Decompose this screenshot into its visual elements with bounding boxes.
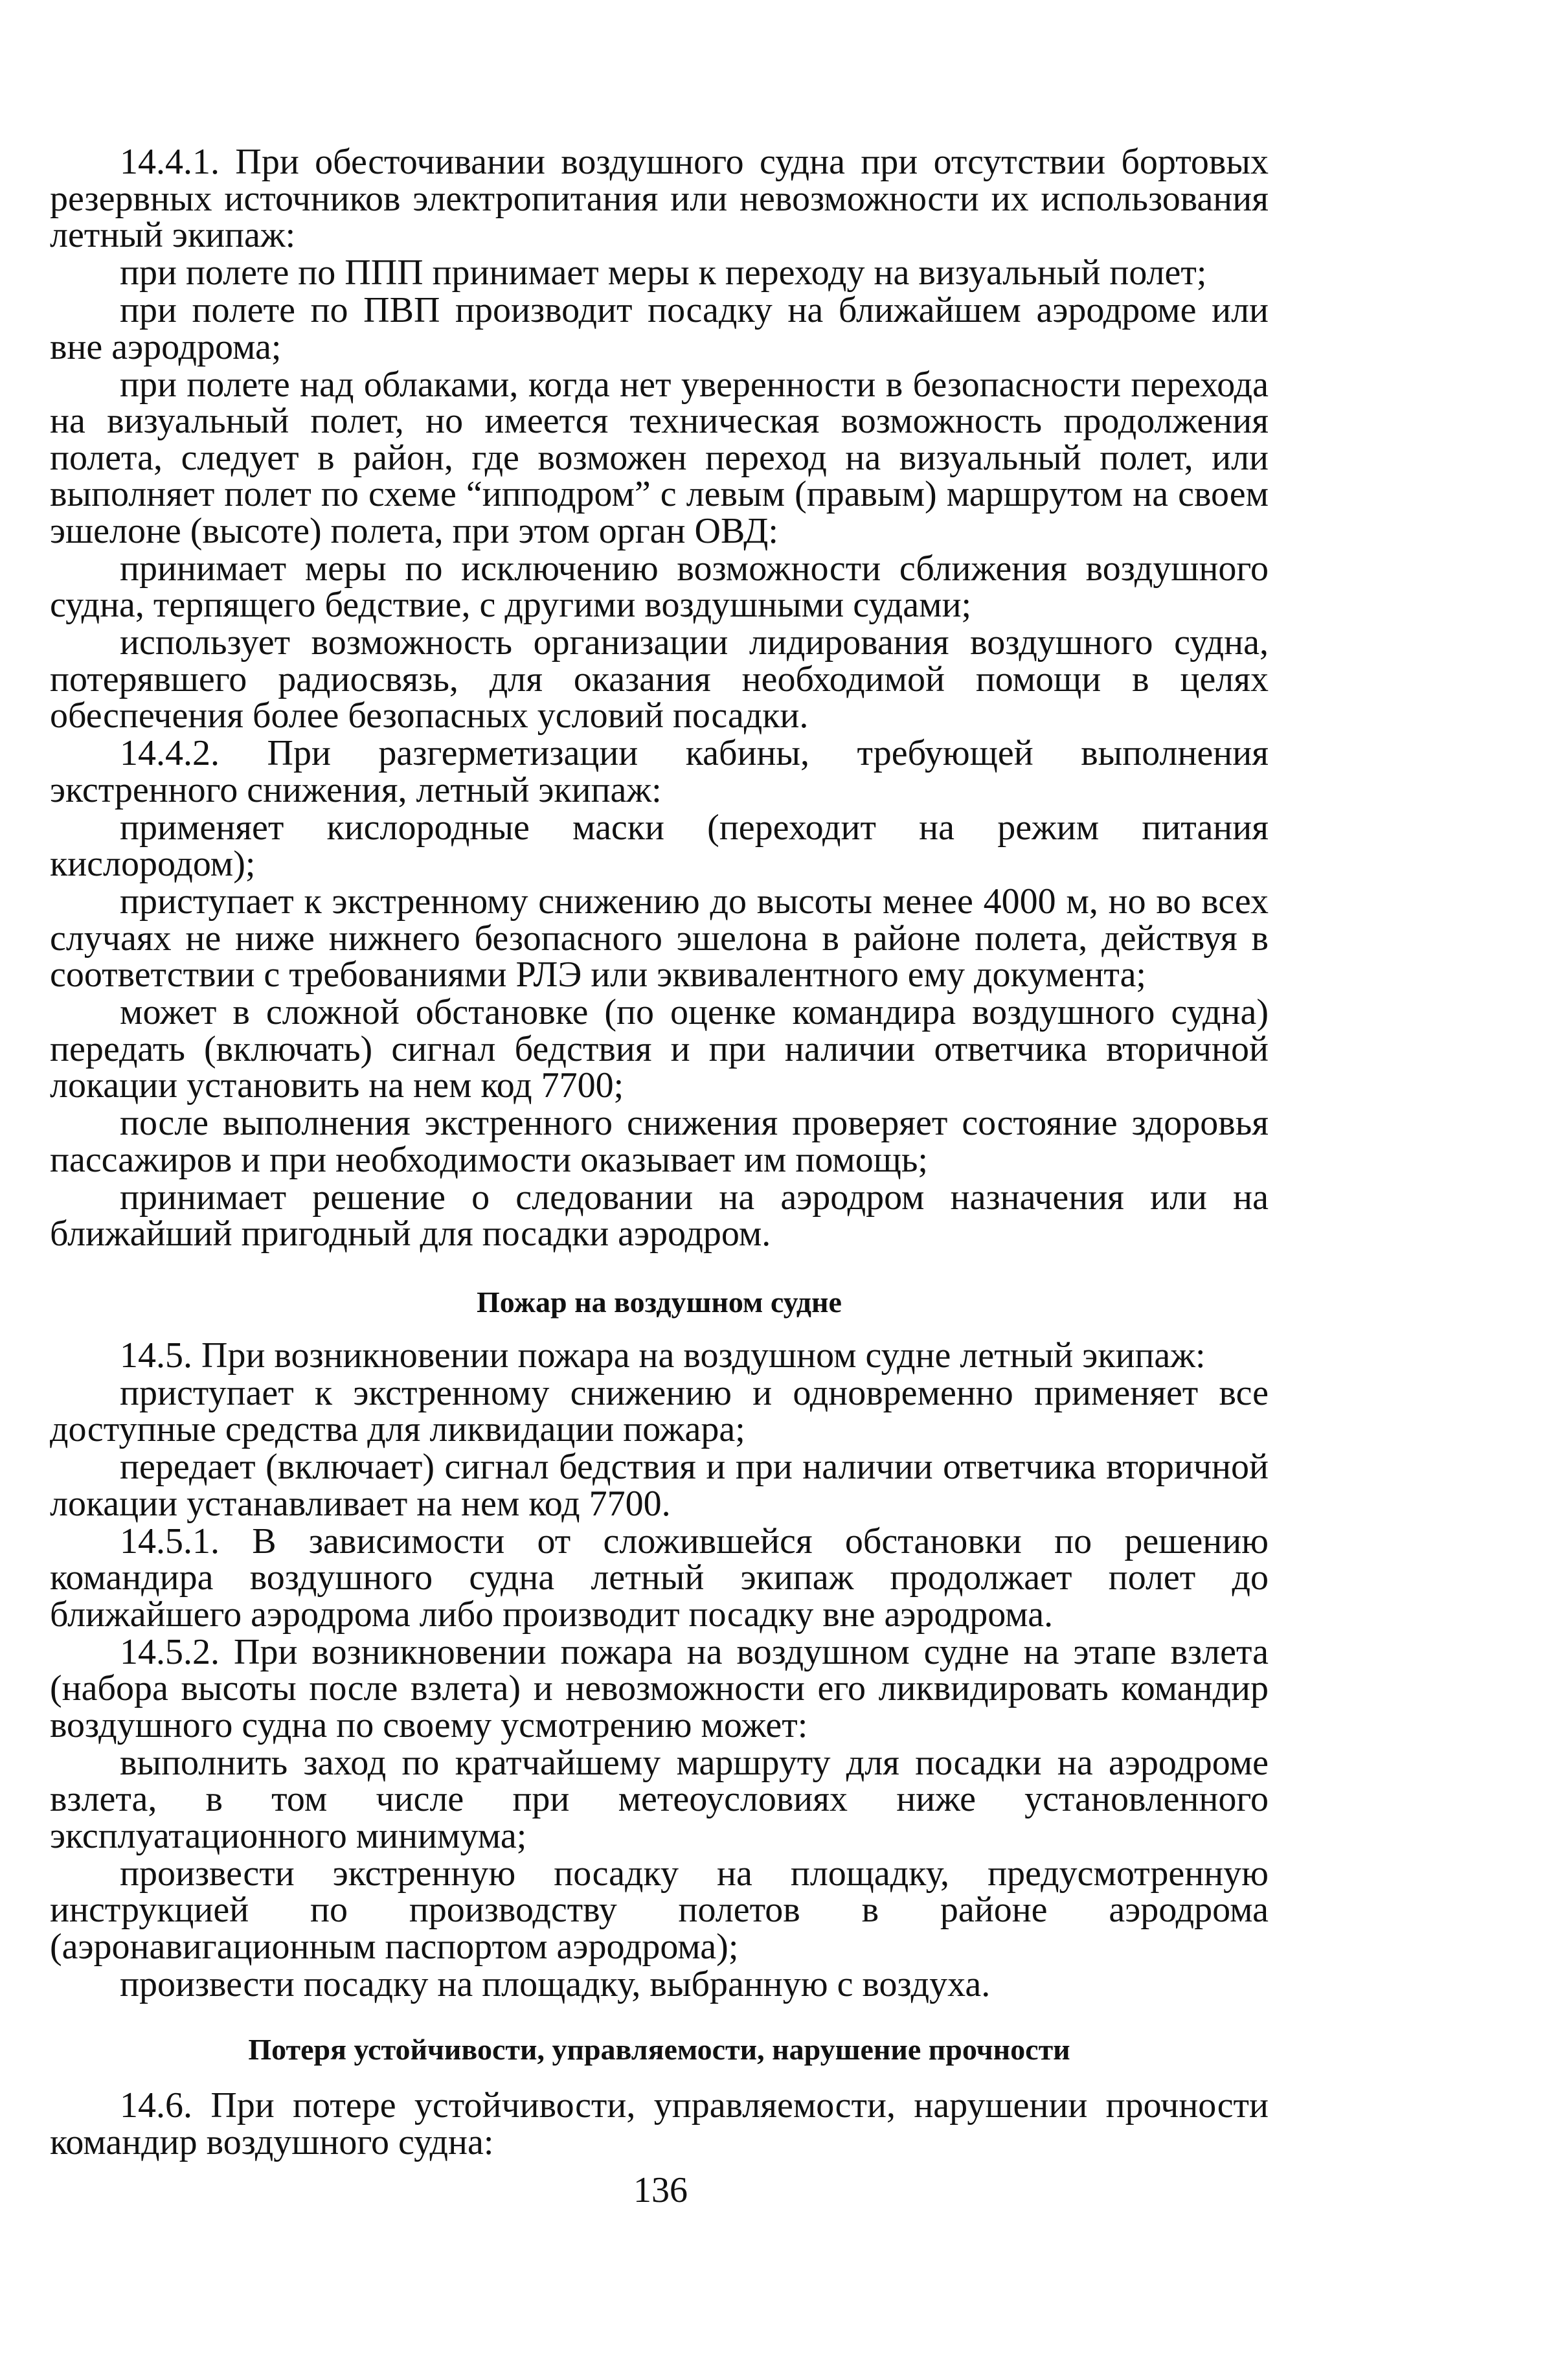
paragraph-oxygen: применяет кислородные маски (переходит на режим питания кислородом); xyxy=(50,807,1269,884)
paragraph-pvp: при полете по ПВП производит посадку на ближайшем аэродроме или вне аэродрома; xyxy=(50,290,1269,367)
paragraph-14-5-2: 14.5.2. При возникновении пожара на воздушном судне на этапе взлета (набора высоты после взлета) и невозможности его ликвидировать командир воздушного судна по своему усмотрению может: xyxy=(50,1631,1269,1745)
paragraph-emergency-landing: произвести экстренную посадку на площадку, предусмотренную инструкцией по производству полетов в районе аэродрома (аэронавигационным паспортом аэродрома); xyxy=(50,1853,1269,1967)
paragraph-shortest-route: выполнить заход по кратчайшему маршруту для посадки на аэродроме взлета, в том числе при метеоусловиях ниже установленного эксплуатационного минимума; xyxy=(50,1742,1269,1856)
paragraph-atc-guidance: использует возможность организации лидирования воздушного судна, потерявшего радиосвязь, для оказания необходимой помощи в целях обеспечения более безопасных условий посадки. xyxy=(50,622,1269,736)
paragraph-atc-measures: принимает меры по исключению возможности сближения воздушного судна, терпящего бедствие, с другими воздушными судами; xyxy=(50,548,1269,625)
page-number: 136 xyxy=(633,2170,688,2210)
section-heading-stability: Потеря устойчивости, управляемости, нарушение прочности xyxy=(248,2033,1070,2066)
paragraph-distress: может в сложной обстановке (по оценке командира воздушного судна) передать (включать) сигнал бедствия и при наличии ответчика вторичной локации установить на нем код 7700; xyxy=(50,992,1269,1105)
paragraph-14-5-1: 14.5.1. В зависимости от сложившейся обстановки по решению командира воздушного судна летный экипаж продолжает полет до ближайшего аэродрома либо производит посадку вне аэродрома. xyxy=(50,1521,1269,1635)
paragraph-fire-descent: приступает к экстренному снижению и одновременно применяет все доступные средства для ликвидации пожара; xyxy=(50,1372,1269,1449)
paragraph-above-clouds: при полете над облаками, когда нет уверенности в безопасности перехода на визуальный полет, но имеется техническая возможность продолжения полета, следует в район, где возможен переход на визуальный полет, или выполняет полет по схеме “ипподром” с левым (правым) маршрутом на своем эшелоне (высоте) полета, при этом орган ОВД: xyxy=(50,364,1269,551)
section-heading-fire: Пожар на воздушном судне xyxy=(477,1285,842,1319)
paragraph-passengers: после выполнения экстренного снижения проверяет состояние здоровья пассажиров и при необходимости оказывает им помощь; xyxy=(50,1103,1269,1180)
paragraph-14-4-1: 14.4.1. При обесточивании воздушного судна при отсутствии бортовых резервных источников электропитания или невозможности их использования летный экипаж: xyxy=(50,142,1269,255)
paragraph-descent: приступает к экстренному снижению до высоты менее 4000 м, но во всех случаях не ниже нижнего безопасного эшелона в районе полета, действуя в соответствии с требованиями РЛЭ или эквивалентного ему документа; xyxy=(50,881,1269,995)
paragraph-14-4-2: 14.4.2. При разгерметизации кабины, требующей выполнения экстренного снижения, летный экипаж: xyxy=(50,733,1269,810)
paragraph-decision: принимает решение о следовании на аэродром назначения или на ближайший пригодный для посадки аэродром. xyxy=(50,1177,1269,1254)
paragraph-14-6: 14.6. При потере устойчивости, управляемости, нарушении прочности командир воздушного судна: xyxy=(50,2085,1269,2162)
paragraph-fire-signal: передает (включает) сигнал бедствия и при наличии ответчика вторичной локации устанавливает на нем код 7700. xyxy=(50,1447,1269,1524)
paragraph-ppp: при полете по ППП принимает меры к переходу на визуальный полет; xyxy=(120,253,1207,293)
paragraph-14-5: 14.5. При возникновении пожара на воздушном судне летный экипаж: xyxy=(120,1335,1206,1376)
paragraph-air-selected-site: произвести посадку на площадку, выбранную с воздуха. xyxy=(120,1964,991,2004)
document-page xyxy=(50,144,1269,2162)
